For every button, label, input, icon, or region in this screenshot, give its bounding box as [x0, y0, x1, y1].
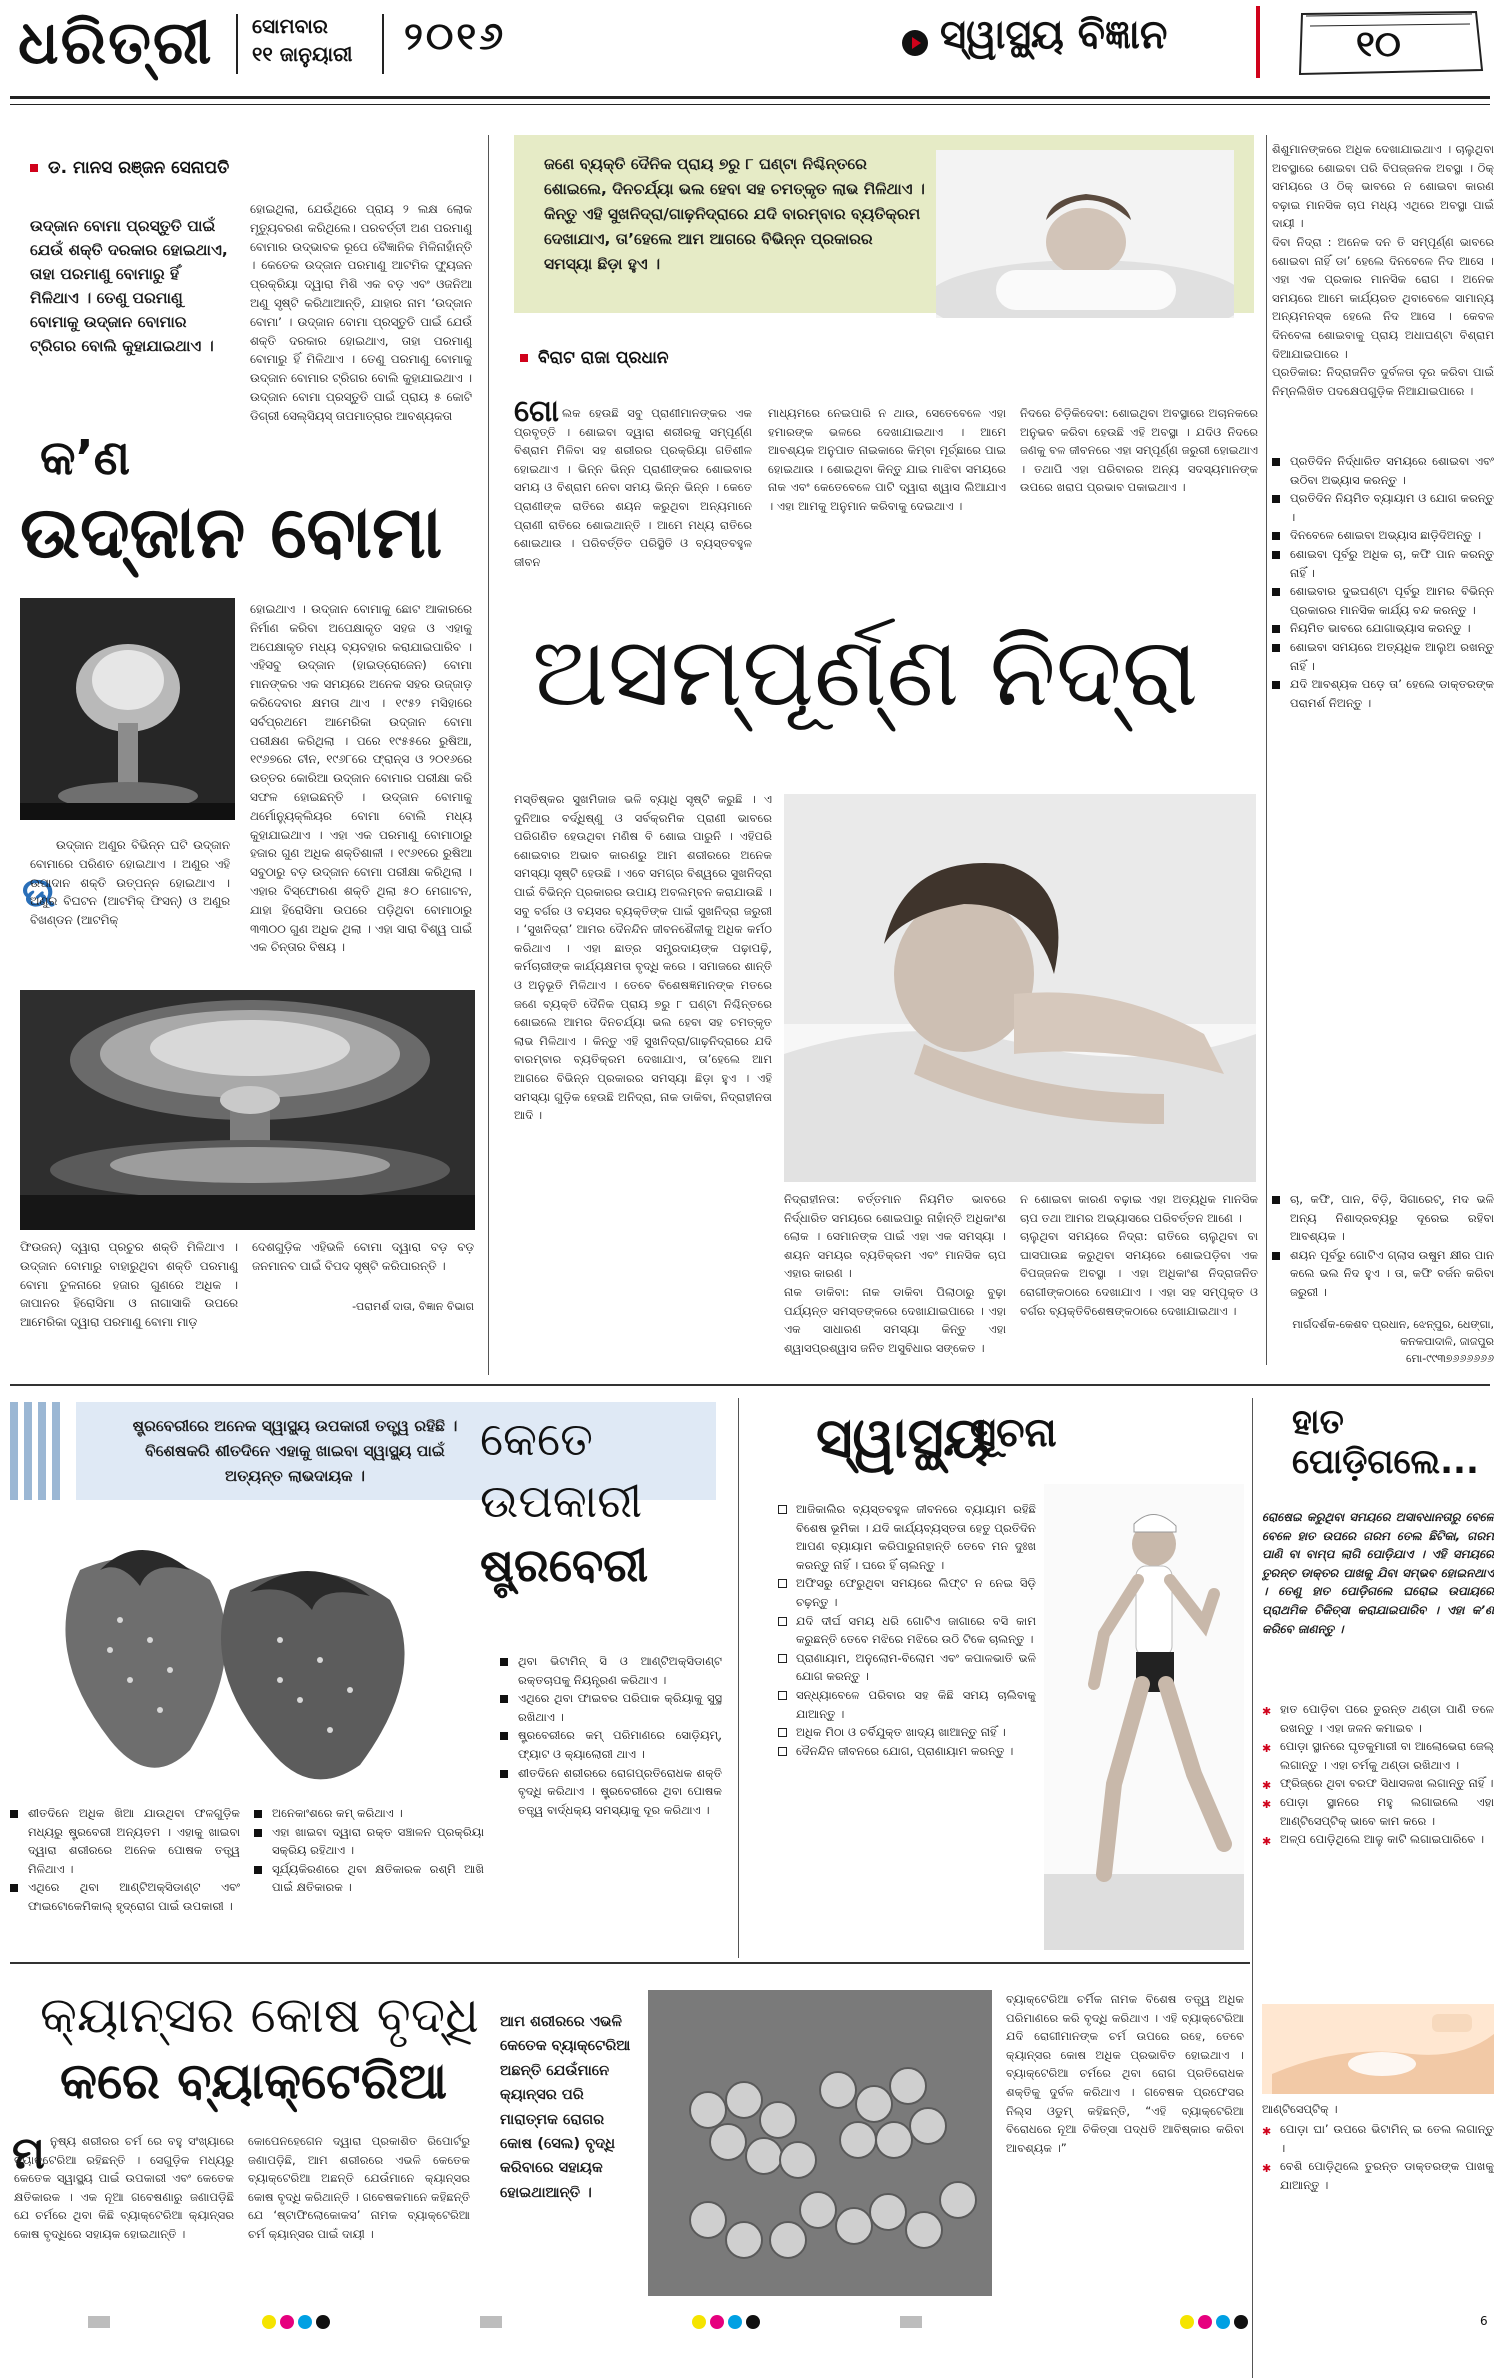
list-item: ଥିବା ଭିଟାମିନ୍ ସି ଓ ଆଣ୍ଟିଅକ୍ସିଡାଣ୍ଟ ରକ୍ତଚାପକୁ ନିୟନ୍ତ୍ରଣ କରିଥାଏ ।: [500, 1652, 722, 1689]
footer-bar: [0, 2310, 1500, 2334]
list-item: ✱ ପୋଡ଼ା ସ୍ଥାନରେ ଘୃତକୁମାରୀ ବା ଆଲୋଭେରା ଜେଲ୍ ଲଗାନ୍ତୁ । ଏହା ଚର୍ମକୁ ଥଣ୍ଡା ରଖିଥାଏ ।: [1262, 1739, 1494, 1772]
nuclear-explosion-photo: [20, 990, 475, 1230]
burn-list: [1262, 1700, 1494, 1950]
list-item: ଆଜିକାଲିର ବ୍ୟସ୍ତବହୁଳ ଜୀବନରେ ବ୍ୟାୟାମ ରହିଛି ବିଶେଷ ଭୂମିକା । ଯଦି କାର୍ଯ୍ୟବ୍ୟସ୍ତତା ହେତୁ ପ୍ରତିଦିନ ଆପଣ ବ୍ୟାୟାମ କରିପାରୁନାହାନ୍ତି ତେବେ ମନ ଦୁଃଖ କରନ୍ତୁ ନାହିଁ । ଘରେ ହିଁ ଚାଲନ୍ତୁ ।: [778, 1500, 1036, 1574]
cancer-headline-1: କ୍ୟାନ୍‌ସର କୋଷ ବୃଦ୍ଧି: [40, 1986, 479, 2044]
cancer-drop-cap: ମ: [12, 2128, 45, 2179]
list-item: ଶୀତଦିନେ ଶରୀରରେ ରୋଗପ୍ରତିରୋଧକ ଶକ୍ତି ବୃଦ୍ଧି କରିଥାଏ । ଷ୍ଟ୍ରବେରୀରେ ଥିବା ପୋଷକ ତତ୍ତ୍ୱ ବାର୍ଦ୍ଧକ୍ୟ ସମସ୍ୟାକୁ ଦୂର କରିଥାଏ ।: [500, 1764, 722, 1820]
bacteria-micrograph-photo: [648, 1990, 992, 2296]
page-number-tab: [1296, 8, 1486, 78]
paper-name: ଧରିତ୍ରୀ: [18, 8, 214, 78]
sleep-col2: ମାଧ୍ୟମରେ ନେଇପାରି ନ ଥାଉ, ସେତେବେଳେ ଏହା ହମାରଙ୍କ ଭଳରେ ଦେଖାଯାଇଥାଏ । ଆମେ ଆବଶ୍ୟକ ଅନୁପାତ ନାଇକାରେ କିମ୍ବା ମୂର୍ଚ୍ଛାରେ ପାଇ ହୋଇଥାଉ । ଶୋଇଥିବା କିନ୍ତୁ ଯାଇ ମାଝିବା ସମୟରେ ନାକ ଏବଂ କେତେବେଳେ ପାଟି ଦ୍ୱାରା ଶ୍ୱାସ ଲିଆଯାଏ । ଏହା ଆମକୁ ଅନୁମାନ କରିବାକୁ ଦେଇଥାଏ ।: [768, 406, 1006, 513]
sleep-credit: ମାର୍ଗଦର୍ଶକ-କେଶବ ପ୍ରଧାନ, ଝେନ୍‌ପୁର, ଧେଙ୍ଗା, କନକପାଦାଳି, ଜାଜପୁର ମୋ-୯୯୩୭୬୬୬୬୬୬: [1292, 1318, 1494, 1365]
page-number: ୧୦: [1356, 24, 1401, 65]
bomb-kicker: କ’ଣ: [40, 430, 130, 486]
strawberry-headline-3: ଷ୍ଟ୍ରବେରୀ: [480, 1538, 649, 1592]
sleep-col-mid: ମସ୍ତିଷ୍କର ସୁଖମିଜାଜ ଭଳି ବ୍ୟାଧି ସୃଷ୍ଟି କରୁଛି । ଏ ଦୁନିଆର ବର୍ଦ୍ଧିଷ୍ଣୁ ଓ ସର୍ବକ୍ରମିକ ପ୍ରାଣୀ ଭାବରେ ପରିଗଣିତ ହେଉଥିବା ମଣିଷ ବି ଶୋଇ ପାରୁନି । ଏହିପରି ଶୋଇବାର ଅଭାବ କାରଣରୁ ଆମ ଶରୀରରେ ଅନେକ ସମସ୍ୟା ସୃଷ୍ଟି ହେଉଛି । ଏବେ ସମଗ୍ର ବିଶ୍ୱରେ ସୁଖନିଦ୍ରା ପାଇଁ ବିଭିନ୍ନ ପ୍ରକାରର ଉପାୟ ଅବଲମ୍ବନ କରାଯାଉଛି । ସବୁ ବର୍ଗର ଓ ବୟସର ବ୍ୟକ୍ତିଙ୍କ ପାଇଁ ସୁଖନିଦ୍ରା ଜରୁରୀ । ‘ସୁଖନିଦ୍ରା’ ଆମର ଦୈନନ୍ଦିନ ଜୀବନଶୈଳୀକୁ ଅଧିକ କର୍ମଠ କରିଥାଏ । ଏହା ଛାତ୍ର ସମ୍ପ୍ରଦାୟଙ୍କ ପଢ଼ାପଢ଼ି, କର୍ମଚାରୀଙ୍କ କାର୍ଯ୍ୟକ୍ଷମତା ବୃଦ୍ଧି କରେ । ସମାଜରେ ଶାନ୍ତି ଓ ଅନୁଭୂତି ମିଳିଥାଏ । ତେବେ ବିଶେଷଜ୍ଞମାନଙ୍କ ମତରେ ଜଣେ ବ୍ୟକ୍ତି ଦୈନିକ ପ୍ରାୟ ୭ରୁ ୮ ଘଣ୍ଟା ନିଶ୍ଚିନ୍ତରେ ଶୋଇଲେ ଆମର ଦିନଚର୍ଯ୍ୟା ଭଲ ହେବା ସହ ଚମତ୍କୃତ ଲାଭ ମିଳିଥାଏ । କିନ୍ତୁ ଏହି ସୁଖନିଦ୍ରା/ଗାଢ଼ନିଦ୍ରାରେ ଯଦି ବାରମ୍ବାର ବ୍ୟତିକ୍ରମ ଦେଖାଯାଏ, ତା’ହେଲେ ଆମ ଆଗରେ ବିଭିନ୍ନ ପ୍ରକାରର ସମସ୍ୟା ଛିଡ଼ା ହୁଏ । ଏହି ସମସ୍ୟା ଗୁଡ଼ିକ ହେଉଛି ଅନିଦ୍ରା, ନାକ ଡାକିବା, ନିଦ୍ରାହୀନତା ଆଦି ।: [514, 792, 772, 1123]
strawberry-headline-1: କେତେ: [480, 1412, 593, 1466]
list-item: ପ୍ରାଣାୟାମ, ଅନୁଲୋମ-ବିଲୋମ ଏବଂ କପାଳଭାତି ଭଳି ଯୋଗ କରନ୍ତୁ ।: [778, 1649, 1036, 1686]
list-item: ସନ୍ଧ୍ୟାବେଳେ ପରିବାର ସହ କିଛି ସମୟ ଚାଲିବାକୁ ଯାଆନ୍ତୁ ।: [778, 1686, 1036, 1723]
burn-intro: ରୋଷେଇ କରୁଥିବା ସମୟରେ ଅସାବଧାନତାରୁ ବେଳେ ବେଳେ ହାତ ଉପରେ ଗରମ ତେଲ ଛିଟିକା, ଗରମ ପାଣି ବା ବାମ୍ପ ଲାଗି ପୋଡ଼ିଯାଏ । ଏହି ସମୟରେ ତୁରନ୍ତ ଡାକ୍ତର ପାଖକୁ ଯିବା ସମ୍ଭବ ହୋଇନଥାଏ । ତେଣୁ ହାତ ପୋଡ଼ିଗଲେ ଘରୋଇ ଉପାୟରେ ପ୍ରାଥମିକ ଚିକିତ୍ସା କରାଯାଇପାରିବ । ଏହା କ’ଣ କରିବେ ଜାଣନ୍ତୁ ।: [1262, 1510, 1494, 1636]
strawberry-photo: [20, 1530, 460, 1800]
sleep-lower-col3: [1272, 1190, 1494, 1300]
list-item: ✱ ପୋଡ଼ା ସ୍ଥାନରେ ମହୁ ଲଗାଇଲେ ଏହା ଆଣ୍ଟିସେପ୍ଟିକ୍ ଭାବେ କାମ କରେ ।: [1262, 1794, 1494, 1828]
bomb-byline: ଡ. ମାନସ ରଞ୍ଜନ ସେନାପତି: [30, 158, 470, 178]
list-item: ଏହା ଖାଇବା ଦ୍ୱାରା ରକ୍ତ ସଞ୍ଚାଳନ ପ୍ରକ୍ରିୟା ସକ୍ରିୟ ରହିଥାଏ ।: [254, 1823, 484, 1860]
section-title: ସ୍ୱାସ୍ଥ୍ୟ ବିଜ୍ଞାନ: [940, 12, 1168, 58]
list-item: ଶୋଇବା ସମୟରେ ଅତ୍ୟଧିକ ଆଲୁଅ ରଖନ୍ତୁ ନାହିଁ ।: [1272, 638, 1494, 675]
list-item: ଅଫିସରୁ ଫେରୁଥିବା ସମୟରେ ଲିଫ୍ଟ ନ ନେଇ ସିଡ଼ି ଚଢ଼ନ୍ତୁ ।: [778, 1574, 1036, 1611]
masthead: [0, 0, 1500, 110]
sleep-byline: ବିରାଟ ରାଜା ପ୍ରଧାନ: [520, 348, 669, 368]
sleep-right-top: ଶିଶୁମାନଙ୍କରେ ଅଧିକ ଦେଖାଯାଇଥାଏ । ଚାଲୁଥିବା ଅବସ୍ଥାରେ ଶୋଇବା ପରି ବିପଜ୍ଜନକ ଅବସ୍ଥା । ଠିକ୍ ସମୟରେ ଓ ଠିକ୍ ଭାବରେ ନ ଶୋଇବା କାରଣ ବଢ଼ାଇ ମାନସିକ ଚାପ ମଧ୍ୟ ଏଥିରେ ଅବସ୍ଥା ପାଇଁ ଦାୟୀ । ଦିବା ନିଦ୍ରା : ଅନେକ ଦନ ତି ସମ୍ପୂର୍ଣ୍ଣ ଭାବରେ ଶୋଇବା ନାହିଁ ଡା’ ହେଲେ ଦିନବେଳେ ନିଦ ଆସେ । ଏହା ଏକ ପ୍ରକାର ମାନସିକ ରୋଗ । ଅନେକ ସମୟରେ ଆମେ କାର୍ଯ୍ୟରତ ଥିବାବେଳେ ସାମାନ୍ୟ ଅନ୍ୟମନସ୍କ ହେଲେ ନିଦ ଆସେ । କେବଳ ଦିନବେଳା ଶୋଇବାକୁ ପ୍ରାୟ ଅଧାଘଣ୍ଟା ବିଶ୍ରାମ ଦିଆଯାଇପାରେ । ପ୍ରତିକାର: ନିଦ୍ରାଜନିତ ଦୁର୍ବଳତା ଦୂର କରିବା ପାଇଁ ନିମ୍ନଲିଖିତ ପଦକ୍ଷେପଗୁଡ଼ିକ ନିଆଯାଇପାରେ ।: [1272, 142, 1494, 398]
list-item: ଦୈନନ୍ଦିନ ଜୀବନରେ ଯୋଗ, ପ୍ରାଣାୟାମ କରନ୍ତୁ ।: [778, 1742, 1036, 1761]
list-item: ଷ୍ଟ୍ରବେରୀରେ କମ୍ ପରିମାଣରେ ସୋଡ଼ିୟମ୍, ଫ୍ୟାଟ ଓ କ୍ୟାଲୋରୀ ଥାଏ ।: [500, 1726, 722, 1763]
cancer-callout: ଆମ ଶରୀରରେ ଏଭଳି କେତେକ ବ୍ୟାକ୍ଟେରିଆ ଅଛନ୍ତି ଯେଉଁମାନେ କ୍ୟାନ୍‌ସର ପରି ମାରାତ୍ମକ ରୋଗର କୋଷ (ସେଲ) ବୃଦ୍ଧି କରିବାରେ ସହାୟକ ହୋଇଥାଆନ୍ତି ।: [500, 2013, 631, 2201]
sleeping-woman-photo-large: [784, 794, 1256, 1182]
burned-hand-photo: [1262, 2004, 1494, 2094]
list-item: ନିୟମିତ ଭାବରେ ଯୋଗାଭ୍ୟାସ କରନ୍ତୁ ।: [1272, 619, 1494, 638]
burn-headline-1: ହାତ: [1292, 1402, 1344, 1442]
list-item: ✱ ଅଳ୍ପ ପୋଡ଼ିଥିଲେ ଆଳୁ କାଟି ଲଗାଇପାରିବେ ।: [1262, 1832, 1485, 1849]
burn-headline-2: ପୋଡ଼ିଗଲେ...: [1292, 1442, 1479, 1482]
list-item: ପ୍ରତିଦିନ ନିୟମିତ ବ୍ୟାୟାମ ଓ ଯୋଗ କରନ୍ତୁ ।: [1272, 489, 1494, 526]
list-item: ଚା, କଫି, ପାନ, ବିଡ଼ି, ସିଗାରେଟ୍, ମଦ ଭଳି ଅନ୍ୟ ନିଶାଦ୍ରବ୍ୟରୁ ଦୂରେଇ ରହିବା ଆବଶ୍ୟକ ।: [1272, 1190, 1494, 1246]
sleep-lower-col2: ନ ଶୋଇବା କାରଣ ବଢ଼ାଇ ଏହା ଅତ୍ୟଧିକ ମାନସିକ ଚାପ ତଥା ଆମର ଅଭ୍ୟାସରେ ପରିବର୍ତ୍ତନ ଆଣେ । ଚାଲୁଥିବା ସମୟରେ ନିଦ୍ରା: ରାତିରେ ଚାଲୁଥିବା ବା ଘାସପାଉଛ କରୁଥିବା ସମୟରେ ଶୋଇପଡ଼ିବା ଏକ ବିପଜ୍ଜନକ ଅବସ୍ଥା । ଏହା ଅଧିକାଂଶ ନିଦ୍ରାଜନିତ ରୋଗୀଙ୍କଠାରେ ଦେଖାଯାଏ । ଏହା ସହ ସମ୍ପୃକ୍ତ ଓ ବର୍ଗର ବ୍ୟକ୍ତିବିଶେଷଙ୍କଠାରେ ଦେଖାଯାଇଥାଏ ।: [1020, 1192, 1258, 1318]
list-item: ଯଦି ଦୀର୍ଘ ସମୟ ଧରି ଗୋଟିଏ ଜାଗାରେ ବସି କାମ କରୁଛନ୍ତି ତେବେ ମଝିରେ ମଝିରେ ଉଠି ଟିକେ ଚାଲନ୍ତୁ ।: [778, 1612, 1036, 1649]
sleep-drop-cap: ଗୋ: [514, 394, 559, 429]
list-item: ସୂର୍ଯ୍ୟକିରଣରେ ଥିବା କ୍ଷତିକାରକ ରଶ୍ମି ଆଖି ପାଇଁ କ୍ଷତିକାରକ ।: [254, 1860, 484, 1897]
burn-list-2: [1262, 2120, 1494, 2250]
list-item: ✱ ବେଶି ପୋଡ଼ିଥିଲେ ତୁରନ୍ତ ଡାକ୍ତରଙ୍କ ପାଖକୁ ଯାଆନ୍ତୁ ।: [1262, 2159, 1494, 2192]
bomb-credit: -ପରାମର୍ଶ ଦାତା, ବିଜ୍ଞାନ ବିଭାଗ: [352, 1300, 474, 1313]
issue-day: ସୋମବାର: [252, 14, 328, 38]
strawberry-bottom-col2: [254, 1804, 484, 1944]
bomb-col-right-top: ହୋଇଥିଲା, ଯେଉଁଥିରେ ପ୍ରାୟ ୨ ଲକ୍ଷ ଲୋକ ମୃତ୍ୟୁବରଣ କରିଥିଲେ। ପରବର୍ତ୍ତୀ ଅଣ ପରମାଣୁ ବୋମାର ଉଦ୍ଭାବକ ରୂପେ ବୈଜ୍ଞାନିକ ମିଳିନାହାଁନ୍ତି । କେତେକ ଉଦ୍‌ଜାନ ପରମାଣୁ ଆଟମିକ ଫ୍ୟୁଜନ ପ୍ରକ୍ରିୟା ଦ୍ୱାରା ମିଶି ଏକ ବଡ଼ ଏବଂ ଓଜନିଆ ଅଣୁ ସୃଷ୍ଟି କରିଥାଆନ୍ତି, ଯାହାର ନାମ ‘ଉଦ୍‌ଜାନ ବୋମା’ । ଉଦ୍‌ଜାନ ବୋମା ପ୍ରସ୍ତୁତି ପାଇଁ ଯେଉଁ ଶକ୍ତି ଦରକାର ହୋଇଥାଏ, ତାହା ପରମାଣୁ ବୋମାରୁ ହିଁ ମିଳିଥାଏ । ତେଣୁ ପରମାଣୁ ବୋମାକୁ ଉଦ୍‌ଜାନ ବୋମାର ଟ୍ରିଗର ବୋଲି କୁହାଯାଇଥାଏ । ଉଦ୍‌ଜାନ ବୋମା ପ୍ରସ୍ତୁତି ପାଇଁ ପ୍ରାୟ ୫ କୋଟି ଡିଗ୍ରୀ ସେଲ୍‌ସିୟସ୍ ତାପମାତ୍ରାର ଆବଶ୍ୟକତା: [250, 202, 472, 423]
section-red-bar: [1256, 6, 1260, 78]
burn-tail: ଆଣ୍ଟିସେପ୍ଟିକ୍ ।: [1262, 2102, 1338, 2116]
list-item: ଶୟନ ପୂର୍ବରୁ ଗୋଟିଏ ଗ୍ଲାସ ଉଷୁମ କ୍ଷୀର ପାନ କଲେ ଭଲ ନିଦ ହୁଏ । ତା, କଫି ବର୍ଜନ କରିବା ଜରୁରୀ ।: [1272, 1246, 1494, 1300]
list-item: ଏଥିରେ ଥିବା ଆଣ୍ଟିଅକ୍ସିଡାଣ୍ଟ ଏବଂ ଫାଇଟୋକେମିକାଲ୍ ହୃଦ୍‌ରୋଗ ପାଇଁ ଉପକାରୀ ।: [10, 1878, 240, 1915]
play-icon: [902, 30, 928, 56]
tips-list: [778, 1500, 1036, 1950]
sleep-right-list: [1272, 452, 1494, 752]
list-item: ✱ ପୋଡ଼ା ଘା’ ଉପରେ ଭିଟାମିନ୍ ଇ ତେଲ ଲଗାନ୍ତୁ ।: [1262, 2122, 1494, 2155]
bomb-col-bottom-left: ଫିଉଜନ୍) ଦ୍ୱାରା ପ୍ରଚୁର ଶକ୍ତି ମିଳିଥାଏ । ଉଦ୍‌ଜାନ ବୋମାରୁ ବାହାରୁଥିବା ଶକ୍ତି ପରମାଣୁ ବୋମା ତୁଳନାରେ ହଜାର ଗୁଣରେ ଅଧିକ । ଜାପାନର ହିରୋସିମା ଓ ନାଗାସାକି ଉପରେ ଆମେରିକା ଦ୍ୱାରା ପରମାଣୁ ବୋମା ମାଡ଼: [20, 1240, 238, 1330]
running-woman-photo: [1044, 1484, 1244, 1950]
list-item: ଶୀତଦିନେ ଅଧିକ ଖିଆ ଯାଉଥିବା ଫଳଗୁଡ଼ିକ ମଧ୍ୟରୁ ଷ୍ଟ୍ରବେରୀ ଅନ୍ୟତମ । ଏହାକୁ ଖାଇବା ଦ୍ୱାରା ଶରୀରରେ ଅନେକ ପୋଷକ ତତ୍ତ୍ୱ ମିଳିଥାଏ ।: [10, 1804, 240, 1878]
sleep-lower-col1: ନିଦ୍ରାହୀନତା: ବର୍ତ୍ତମାନ ନିୟମିତ ଭାବରେ ନିର୍ଦ୍ଧାରିତ ସମୟରେ ଶୋଇପାରୁ ନାହାଁନ୍ତି ଅଧିକାଂଶ ଲୋକ । ସେମାନଙ୍କ ପାଇଁ ଏହା ଏକ ସମସ୍ୟା । ଶୟନ ସମୟର ବ୍ୟତିକ୍ରମ ଏବଂ ମାନସିକ ଚାପ ଏହାର କାରଣ । ନାକ ଡାକିବା: ନାକ ଡାକିବା ପିଲାଠାରୁ ବୁଢ଼ା ପର୍ଯ୍ୟନ୍ତ ସମସ୍ତଙ୍କରେ ଦେଖାଯାଇପାରେ । ଏହା ଏକ ସାଧାରଣ ସମସ୍ୟା କିନ୍ତୁ ଏହା ଶ୍ୱାସପ୍ରଶ୍ୱାସ ଜନିତ ଅସୁବିଧାର ସଙ୍କେତ ।: [784, 1192, 1006, 1355]
list-item: ପ୍ରତିଦିନ ନିର୍ଦ୍ଧାରିତ ସମୟରେ ଶୋଇବା ଏବଂ ଉଠିବା ଅଭ୍ୟାସ କରନ୍ତୁ ।: [1272, 452, 1494, 489]
issue-year: ୨୦୧୬: [404, 14, 507, 58]
list-item: ଅନେକାଂଶରେ କମ୍ କରିଥାଏ ।: [254, 1804, 484, 1823]
cancer-headline-2: କରେ ବ୍ୟାକ୍ଟେରିଆ: [60, 2052, 448, 2110]
issue-date: ୧୧ ଜାନୁୟାରୀ: [252, 42, 353, 66]
bomb-col-left-mid: ଉଦ୍‌ଜାନ ଅଣୁର ବିଭିନ୍ନ ଘଟି ଉଦ୍‌ଜାନ ବୋମାରେ ପରିଣତ ହୋଇଥାଏ । ଅଣୁର ଏହି ଉପାଦାନ ଶକ୍ତି ଉତ୍ପନ୍ନ ହୋଇଥାଏ । ଅଣୁର ବିଘଟନ (ଆଟମିକ୍ ଫିସନ୍) ଓ ଅଣୁର ବିଖଣ୍ଡନ (ଆଟମିକ୍: [30, 838, 230, 928]
strawberry-headline-2: ଉପକାରୀ: [480, 1474, 643, 1528]
cancer-col1: ନୁଷ୍ୟ ଶରୀରର ଚର୍ମ ରେ ବହୁ ସଂଖ୍ୟାରେ ବ୍ୟାକ୍ଟେରିଆ ରହିଛନ୍ତି । ସେଗୁଡ଼ିକ ମଧ୍ୟରୁ କେତେକ ସ୍ୱାସ୍ଥ୍ୟ ପାଇଁ ଉପକାରୀ ଏବଂ କେତେକ କ୍ଷତିକାରକ । ଏକ ନୂଆ ଗବେଷଣାରୁ ଜଣାପଡ଼ିଛି ଯେ ଚର୍ମରେ ଥିବା କିଛି ବ୍ୟାକ୍ଟେରିଆ କ୍ୟାନ୍‌ସର କୋଷ ବୃଦ୍ଧିରେ ସହାୟକ ହୋଇଥାନ୍ତି ।: [14, 2134, 234, 2241]
sleep-blurb: ଜଣେ ବ୍ୟକ୍ତି ଦୈନିକ ପ୍ରାୟ ୭ରୁ ୮ ଘଣ୍ଟା ନିଶ୍ଚିନ୍ତରେ ଶୋଇଲେ, ଦିନଚର୍ଯ୍ୟା ଭଲ ହେବା ସହ ଚମତ୍କୃତ ଲାଭ ମିଳିଥାଏ । କିନ୍ତୁ ଏହି ସୁଖନିଦ୍ରା/ଗାଢ଼ନିଦ୍ରାରେ ଯଦି ବାରମ୍ବାର ବ୍ୟତିକ୍ରମ ଦେଖାଯାଏ, ତା’ହେଲେ ଆମ ଆଗରେ ବିଭିନ୍ନ ପ୍ରକାରର ସମସ୍ୟା ଛିଡ଼ା ହୁଏ ।: [544, 155, 925, 273]
list-item: ଏଥିରେ ଥିବା ଫାଇବର ପରିପାକ କ୍ରିୟାକୁ ସୁସ୍ଥ ରଖିଥାଏ ।: [500, 1689, 722, 1726]
bomb-intro: ଉଦ୍‌ଜାନ ବୋମା ପ୍ରସ୍ତୁତି ପାଇଁ ଯେଉଁ ଶକ୍ତି ଦରକାର ହୋଇଥାଏ, ତାହା ପରମାଣୁ ବୋମାରୁ ହିଁ ମିଳିଥାଏ । ତେଣୁ ପରମାଣୁ ବୋମାକୁ ଉଦ୍‌ଜାନ ବୋମାର ଟ୍ରିଗର ବୋଲି କୁହାଯାଇଥାଏ ।: [30, 217, 228, 355]
strawberry-col-right: [500, 1652, 722, 1952]
list-item: ✱ ଫ୍ରିଜ୍‌ରେ ଥିବା ବରଫ ସିଧାସଳଖ ଲଗାନ୍ତୁ ନାହିଁ ।: [1262, 1776, 1494, 1793]
list-item: ଯଦି ଆବଶ୍ୟକ ପଡ଼େ ତା’ ହେଲେ ଡାକ୍ତରଙ୍କ ପରାମର୍ଶ ନିଅନ୍ତୁ ।: [1272, 675, 1494, 712]
footer-page-mark: 6: [1480, 2314, 1488, 2328]
tips-headline-a: ସ୍ୱାସ୍ଥ୍ୟ: [816, 1406, 990, 1471]
mushroom-cloud-photo: [20, 598, 235, 820]
list-item: ଶୋଇବାର ଦୁଇଘଣ୍ଟା ପୂର୍ବରୁ ଆମର ବିଭିନ୍ନ ପ୍ରକାରର ମାନସିକ କାର୍ଯ୍ୟ ବନ୍ଦ କରନ୍ତୁ ।: [1272, 582, 1494, 619]
cancer-col3: ବ୍ୟାକ୍ଟେରିଆ ଚର୍ମିକ ନାମକ ବିଶେଷ ତତ୍ତ୍ୱ ଅଧିକ ପରିମାଣରେ କରି ବୃଦ୍ଧି କରିଥାଏ । ଏହି ବ୍ୟାକ୍ଟେରିଆ ଯଦି ରୋଗୀମାନଙ୍କ ଚର୍ମ ଉପରେ ରହେ, ତେବେ କ୍ୟାନ୍‌ସର କୋଷ ଅଧିକ ପ୍ରଭାବିତ ହୋଇଥାଏ । ବ୍ୟାକ୍ଟେରିଆ ଚର୍ମରେ ଥିବା ରୋଗ ପ୍ରତିରୋଧକ ଶକ୍ତିକୁ ଦୁର୍ବଳ କରିଥାଏ । ଗବେଷକ ପ୍ରଫେସର ନିଲ୍‌ସ ଓଡୁମ୍ କହିଛନ୍ତି, “ଏହି ବ୍ୟାକ୍ଟେରିଆ ବିରୋଧରେ ନୂଆ ଚିକିତ୍ସା ପଦ୍ଧତି ଆବିଷ୍କାର କରିବା ଆବଶ୍ୟକ ।”: [1006, 1992, 1244, 2155]
bomb-col-right-mid: ହୋଇଥାଏ । ଉଦ୍‌ଜାନ ବୋମାକୁ ଛୋଟ ଆକାରରେ ନିର୍ମାଣ କରିବା ଅପେକ୍ଷାକୃତ ସହଜ ଓ ଏହାକୁ ଅପେକ୍ଷାକୃତ ମଧ୍ୟ ବ୍ୟବହାର କରାଯାଇପାରିବ । ଏହିସବୁ ଉଦ୍‌ଜାନ (ହାଇଡ୍ରୋଜେନ) ବୋମା ମାନଙ୍କର ଏକ ସମୟରେ ଅନେକ ସହର ଉଜ୍ଜାଡ଼ କରିଦେବାର କ୍ଷମତା ଥାଏ । ୧୯୫୨ ମସିହାରେ ସର୍ବପ୍ରଥମେ ଆମେରିକା ଉଦ୍‌ଜାନ ବୋମା ପରୀକ୍ଷଣ କରିଥିଲା । ପରେ ୧୯୫୫ରେ ରୁଷିଆ, ୧୯୬୭ରେ ଚୀନ, ୧୯୬୮ରେ ଫ୍ରାନ୍ସ ଓ ୨୦୧୬ରେ ଉତ୍ତର କୋରିଆ ଉଦ୍‌ଜାନ ବୋମାର ପରୀକ୍ଷା କରି ସଫଳ ହୋଇଛନ୍ତି । ଉଦ୍‌ଜାନ ବୋମାକୁ ଥର୍ମୋନ୍ୟୁକ୍ଲିୟର ବୋମା ବୋଲି ମଧ୍ୟ କୁହାଯାଇଥାଏ । ଏହା ଏକ ପରମାଣୁ ବୋମାଠାରୁ ହଜାର ଗୁଣ ଅଧିକ ଶକ୍ତିଶାଳୀ । ୧୯୬୧ରେ ରୁଷିଆ ସବୁଠାରୁ ବଡ଼ ଉଦ୍‌ଜାନ ବୋମା ପରୀକ୍ଷା କରିଥିଲା । ଏହାର ବିସ୍ଫୋରଣ ଶକ୍ତି ଥିଲା ୫୦ ମେଗାଟନ, ଯାହା ହିରୋସିମା ଉପରେ ପଡ଼ିଥିବା ବୋମାଠାରୁ ୩୩୦୦ ଗୁଣ ଅଧିକ ଥିଲା । ଏହା ସାରା ବିଶ୍ୱ ପାଇଁ ଏକ ଚିନ୍ତାର ବିଷୟ ।: [250, 602, 472, 955]
sleeping-woman-photo-small: [936, 150, 1234, 318]
strawberry-blue-stripes: [10, 1402, 70, 1500]
list-item: ✱ ହାତ ପୋଡ଼ିବା ପରେ ତୁରନ୍ତ ଥଣ୍ଡା ପାଣି ତଳେ ରଖନ୍ତୁ । ଏହା ଜଳନ କମାଇବ ।: [1262, 1702, 1494, 1735]
strawberry-blurb: ଷ୍ଟ୍ରବେରୀରେ ଅନେକ ସ୍ୱାସ୍ଥ୍ୟ ଉପକାରୀ ତତ୍ତ୍ୱ ରହିଛି । ବିଶେଷକରି ଶୀତଦିନେ ଏହାକୁ ଖାଇବା ସ୍ୱାସ୍ଥ୍ୟ ପାଇଁ ଅତ୍ୟନ୍ତ ଲାଭଦାୟକ ।: [132, 1417, 458, 1485]
cancer-col2: କୋପେନହେଗେନ ଦ୍ୱାରା ପ୍ରକାଶିତ ରିପୋର୍ଟରୁ ଜଣାପଡ଼ିଛି, ଆମ ଶରୀରରେ ଏଭଳି କେତେକ ବ୍ୟାକ୍ଟେରିଆ ଅଛନ୍ତି ଯେଉଁମାନେ କ୍ୟାନ୍‌ସର କୋଷ ବୃଦ୍ଧି କରିଥାନ୍ତି । ଗବେଷକମାନେ କହିଛନ୍ତି ଯେ ‘ଷ୍ଟାଫିଲୋକୋକସ’ ନାମକ ବ୍ୟାକ୍ଟେରିଆ ଚର୍ମ କ୍ୟାନ୍‌ସର ପାଇଁ ଦାୟୀ ।: [248, 2134, 470, 2241]
sleep-col1: ଲକ ହେଉଛି ସବୁ ପ୍ରାଣୀମାନଙ୍କର ଏକ ପ୍ରବୃତ୍ତି । ଶୋଇବା ଦ୍ୱାରା ଶରୀରକୁ ସମ୍ପୂର୍ଣ୍ଣ ବିଶ୍ରାମ ମିଳିବା ସହ ଶରୀରର ପ୍ରକ୍ରିୟା ଗତିଶୀଳ ହୋଇଥାଏ । ଭିନ୍ନ ଭିନ୍ନ ପ୍ରାଣୀଙ୍କର ଶୋଇବାର ସମୟ ଓ ବିଶ୍ରାମ ନେବା ସମୟ ଭିନ୍ନ ଭିନ୍ନ । କେତେ ପ୍ରାଣୀଙ୍କ ରାତିରେ ଶୟନ କରୁଥିବା ଅନ୍ୟମାନେ ପ୍ରାଣୀ ରାତିରେ ଶୋଇଥାନ୍ତି । ଆମେ ମଧ୍ୟ ରାତିରେ ଶୋଇଥାଉ । ପରିବର୍ତ୍ତିତ ପରିସ୍ଥିତି ଓ ବ୍ୟସ୍ତବହୁଳ ଜୀବନ: [514, 406, 752, 569]
bomb-col-bottom-right: ଦେଶଗୁଡ଼ିକ ଏହିଭଳି ବୋମା ଦ୍ୱାରା ବଡ଼ ବଡ଼ ଜନମାନବ ପାଇଁ ବିପଦ ସୃଷ୍ଟି କରିପାରନ୍ତି ।: [252, 1240, 474, 1273]
sleep-col3: ନିଦରେ ଚିଡ଼ିକିଦେବା: ଶୋଇଥିବା ଅବସ୍ଥାରେ ଅଚାନକରେ ଅନୁଭବ କରିବା ହେଉଛି ଏହି ଅବସ୍ଥା । ଯଦିଓ ନିଦରେ ଜଣକୁ ବଳ ଜୀବନରେ ଏହା ସମ୍ପୂର୍ଣ୍ଣ ଜରୁରୀ ହୋଇଥାଏ । ତଥାପି ଏହା ପରିବାରର ଅନ୍ୟ ସଦସ୍ୟମାନଙ୍କ ଉପରେ ଖରାପ ପ୍ରଭାବ ପକାଇଥାଏ ।: [1020, 406, 1258, 495]
sleep-headline: ଅସମ୍ପୂର୍ଣ୍ଣ ନିଦ୍ରା: [532, 616, 1199, 728]
list-item: ଶୋଇବା ପୂର୍ବରୁ ଅଧିକ ଚା, କଫି ପାନ କରନ୍ତୁ ନାହିଁ ।: [1272, 545, 1494, 582]
strawberry-bottom-col1: [10, 1804, 240, 1944]
bomb-drop-cap: ଉ: [22, 870, 56, 916]
tips-headline-b: ସୂଚନା: [970, 1410, 1057, 1456]
list-item: ଅଧିକ ମିଠା ଓ ଚର୍ବିଯୁକ୍ତ ଖାଦ୍ୟ ଖାଆନ୍ତୁ ନାହିଁ ।: [778, 1723, 1036, 1742]
list-item: ଦିନବେଳେ ଶୋଇବା ଅଭ୍ୟାସ ଛାଡ଼ିଦିଅନ୍ତୁ ।: [1272, 526, 1494, 545]
bomb-headline: ଉଦ୍‌ଜାନ ବୋମା: [20, 490, 443, 574]
